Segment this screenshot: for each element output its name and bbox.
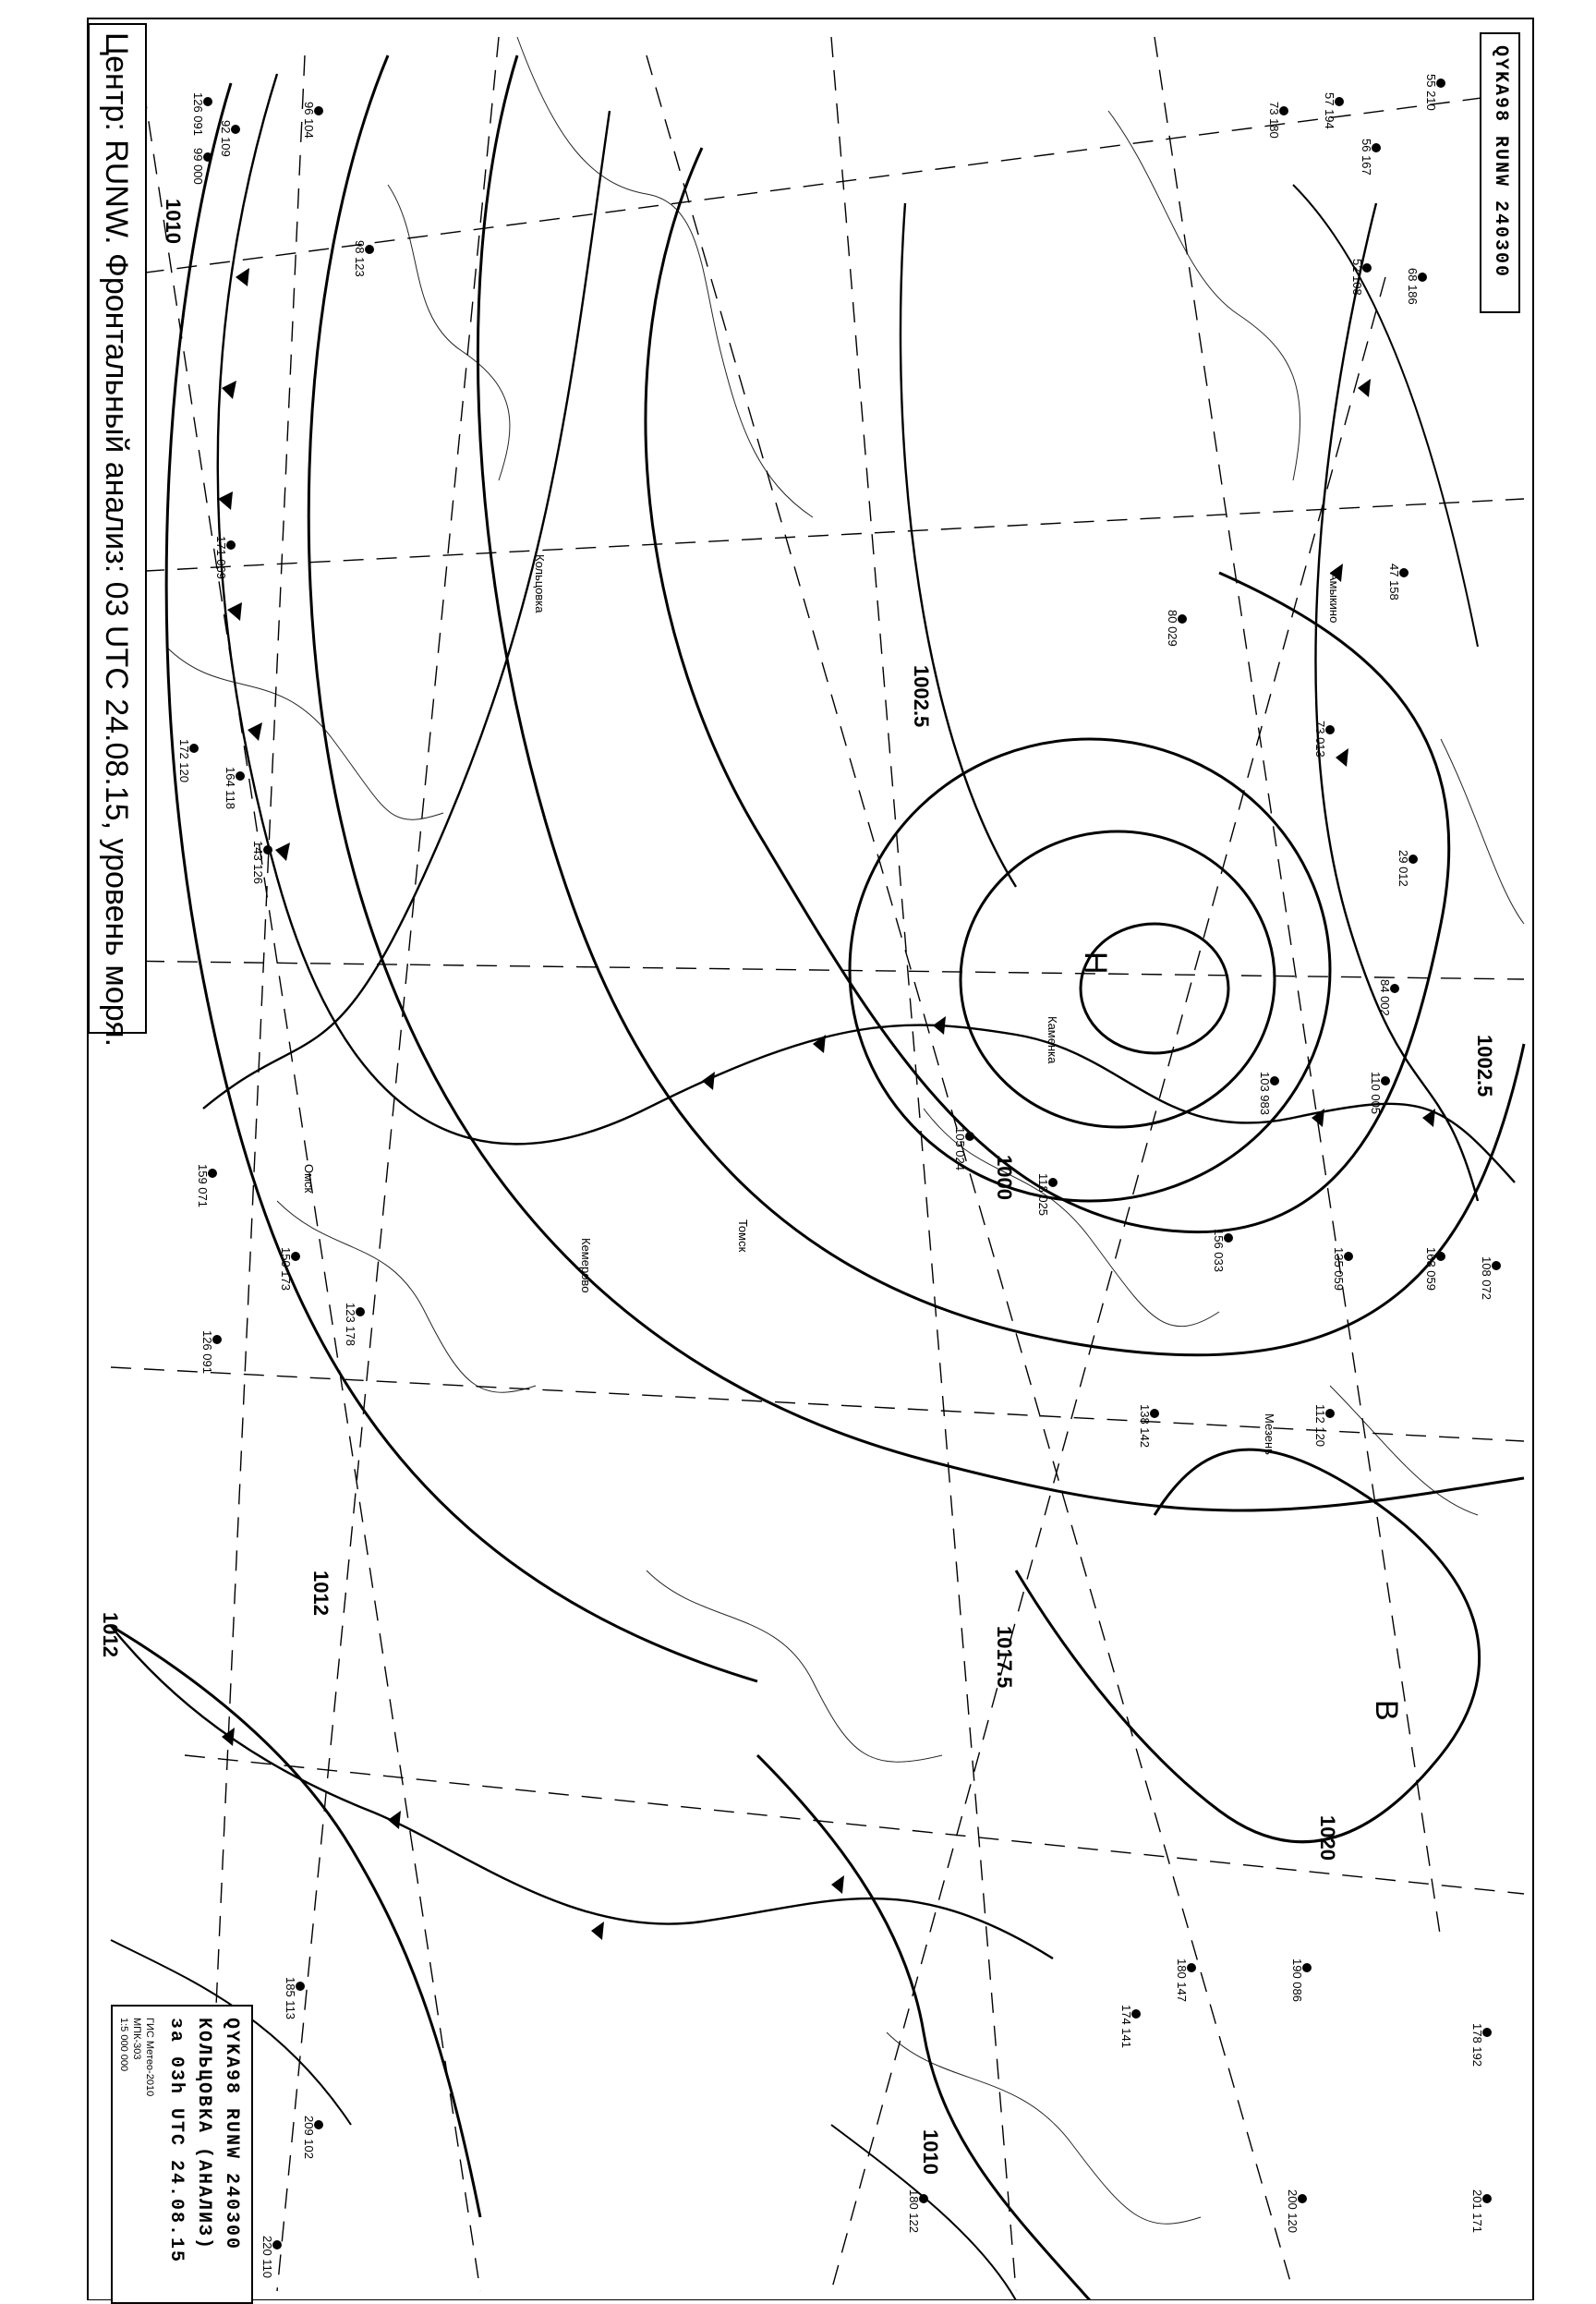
- station: [1267, 102, 1288, 139]
- station: [1480, 1256, 1501, 1300]
- station: [177, 739, 199, 782]
- station: [1424, 74, 1445, 111]
- isobar-label: 1002.5: [1473, 1035, 1496, 1097]
- isobar-label: 1010: [162, 199, 185, 244]
- station-value: 143 126: [251, 841, 265, 884]
- station-value: 163 059: [1424, 1247, 1438, 1291]
- station: [1323, 92, 1344, 129]
- legend-line-5: МПК-303: [131, 2018, 142, 2060]
- legend-box: [111, 2005, 253, 2304]
- station: [1406, 268, 1427, 305]
- station-value: 110 005: [1369, 1072, 1383, 1115]
- station-value: 56 167: [1360, 139, 1373, 176]
- isobar-label: 1020: [1316, 1815, 1339, 1861]
- station-value: 172 120: [177, 739, 191, 782]
- station-value: 99 000: [191, 148, 205, 185]
- station-value: 138 142: [1138, 1404, 1152, 1448]
- front-ticks: [218, 268, 1435, 1940]
- station-value: 159 071: [196, 1164, 210, 1207]
- station-value: 185 113: [284, 1977, 297, 2020]
- station: [353, 240, 374, 277]
- top-tag: QYKA98 RUNW 240300: [1490, 45, 1511, 279]
- station: [953, 1127, 974, 1170]
- isobar-label: 1017.5: [993, 1626, 1016, 1689]
- legend-line-4: ГИС Метео-2010: [144, 2018, 155, 2097]
- station-value: 73 180: [1267, 102, 1281, 139]
- station-value: 80 029: [1166, 610, 1179, 647]
- station: [1424, 1247, 1445, 1291]
- station-value: 126 091: [191, 92, 205, 136]
- legend-line-6: 1:5 000 000: [118, 2018, 129, 2072]
- station: [1166, 610, 1187, 647]
- legend-line-3: за 03h UTC 24.08.15: [165, 2018, 187, 2264]
- station-value: 150 173: [279, 1247, 293, 1291]
- station: [1396, 850, 1418, 887]
- station-value: 164 118: [224, 767, 237, 810]
- map-title-box: [88, 23, 147, 1048]
- station: [1369, 1072, 1390, 1114]
- isobar-label: 1010: [919, 2129, 942, 2175]
- station-value: 103 983: [1258, 1072, 1272, 1115]
- fronts: [111, 74, 1515, 1958]
- isobar-label: 1012: [309, 1570, 332, 1616]
- legend-line-2: КОЛЬЦОВКА (АНАЛИЗ): [193, 2018, 214, 2251]
- place-name: Каменка: [1046, 1016, 1059, 1064]
- station: [1119, 2005, 1141, 2048]
- station-value: 123 178: [344, 1303, 357, 1346]
- station-value: 156 033: [1212, 1229, 1226, 1272]
- station: [1470, 2023, 1492, 2067]
- station: [1286, 2189, 1307, 2233]
- station: [1212, 1229, 1233, 1272]
- station-value: 57 194: [1323, 92, 1336, 129]
- place-name: Кольцовка: [533, 554, 547, 613]
- high-center-letter: [1369, 1700, 1425, 1736]
- station-value: 174 141: [1119, 2005, 1133, 2048]
- station-value: 112 120: [1313, 1404, 1327, 1448]
- place-name: Томск: [736, 1219, 750, 1253]
- station-value: 126 091: [200, 1330, 214, 1374]
- station: [344, 1303, 365, 1346]
- station-value: 108 072: [1480, 1256, 1493, 1300]
- place-name: Мезень: [1263, 1413, 1276, 1455]
- station-value: 220 110: [260, 2236, 274, 2279]
- station-value: 96 104: [302, 102, 316, 139]
- station: [1290, 1958, 1312, 2002]
- station-value: 47 158: [1387, 564, 1401, 600]
- low-center-letter: [1078, 952, 1136, 988]
- station: [302, 2116, 323, 2159]
- station-value: 171 069: [214, 536, 228, 579]
- station: [1378, 979, 1399, 1016]
- graticule: [111, 37, 1524, 2291]
- station-value: 68 186: [1406, 268, 1420, 305]
- station: [1387, 564, 1409, 600]
- station-value: 52 108: [1350, 259, 1364, 296]
- station-value: 200 120: [1286, 2189, 1300, 2233]
- station-value: 118 025: [1036, 1173, 1050, 1217]
- place-name: Омск: [302, 1164, 316, 1194]
- station: [279, 1247, 300, 1291]
- station: [251, 841, 272, 884]
- isobar-label: 1012: [99, 1612, 122, 1657]
- map-frame: [88, 18, 1533, 2300]
- station-value: 201 171: [1470, 2189, 1484, 2233]
- station: [1258, 1072, 1279, 1115]
- station: [1470, 2189, 1492, 2233]
- map-title: Центр: RUNW. Фронтальный анализ: 03 UTC 24.08.15, уровень моря.: [99, 32, 134, 1048]
- station: [1332, 1247, 1353, 1291]
- station: [196, 1164, 217, 1207]
- station-value: 135 059: [1332, 1247, 1346, 1291]
- station: [1313, 721, 1335, 758]
- station: [1313, 1404, 1335, 1447]
- station-plots: [177, 74, 1501, 2278]
- station: [219, 120, 240, 157]
- station: [907, 2189, 928, 2233]
- station-value: 180 147: [1175, 1958, 1189, 2002]
- station-value: 190 086: [1290, 1958, 1304, 2002]
- station: [200, 1330, 222, 1374]
- station: [224, 767, 245, 809]
- isobar-label: 1002.5: [910, 665, 933, 728]
- station: [284, 1977, 305, 2019]
- station: [1175, 1958, 1196, 2002]
- station-value: 84 002: [1378, 979, 1392, 1016]
- station-value: 178 192: [1470, 2023, 1484, 2067]
- legend-line-1: QYKA98 RUNW 240300: [221, 2018, 242, 2251]
- station: [1350, 259, 1372, 296]
- top-tag-box: [1480, 32, 1520, 313]
- coastlines: [166, 37, 1524, 2224]
- station-value: 105 024: [953, 1127, 967, 1170]
- station: [302, 102, 323, 139]
- high-center-text: В: [1369, 1700, 1404, 1721]
- station: [1138, 1404, 1159, 1448]
- place-names: [302, 554, 1341, 1455]
- place-name: Кемерово: [579, 1238, 593, 1293]
- isobars: [111, 55, 1524, 2300]
- station-value: 92 109: [219, 120, 233, 157]
- station-value: 29 012: [1396, 850, 1410, 887]
- station: [214, 536, 236, 579]
- station-value: 209 102: [302, 2116, 316, 2159]
- isobar-label: 1000: [993, 1155, 1016, 1200]
- place-name: Амыкино: [1327, 573, 1341, 624]
- station-value: 180 122: [907, 2189, 921, 2233]
- station: [191, 92, 212, 136]
- station: [1360, 139, 1381, 176]
- station-value: 73 013: [1313, 721, 1327, 758]
- station-value: 55 210: [1424, 74, 1438, 111]
- low-center-text: Н: [1078, 952, 1113, 975]
- station-value: 98 123: [353, 240, 367, 277]
